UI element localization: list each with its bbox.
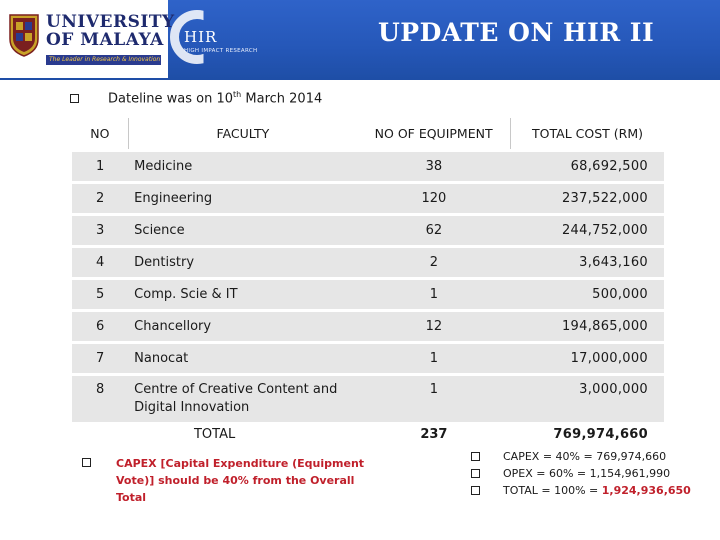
total-label: TOTAL [72, 422, 357, 447]
hir-logo-subtitle: HIGH IMPACT RESEARCH [184, 48, 258, 54]
row-no: 1 [72, 151, 128, 183]
row-faculty: Chancellory [128, 311, 357, 343]
university-tagline: The Leader in Research & Innovation [46, 55, 161, 65]
row-faculty: Science [128, 215, 357, 247]
page-title: UPDATE ON HIR II [378, 18, 655, 47]
row-cost: 244,752,000 [511, 215, 664, 247]
total-equipment: 237 [357, 422, 510, 447]
row-equipment: 1 [357, 375, 510, 423]
row-cost: 237,522,000 [511, 183, 664, 215]
row-faculty: Dentistry [128, 247, 357, 279]
hir-logo [170, 10, 300, 70]
total-cost: 769,974,660 [511, 422, 664, 447]
row-cost: 194,865,000 [511, 311, 664, 343]
table-row [72, 375, 664, 423]
table-row [72, 151, 664, 183]
header-cost: TOTAL COST (RM) [511, 118, 664, 151]
row-faculty: Comp. Scie & IT [128, 279, 357, 311]
row-equipment: 12 [357, 311, 510, 343]
university-name-line2: OF MALAYA [46, 30, 164, 50]
row-cost: 17,000,000 [511, 343, 664, 375]
row-faculty: Engineering [128, 183, 357, 215]
checkbox-bullet-icon [70, 94, 79, 103]
university-of-malaya-logo [0, 0, 175, 78]
row-no: 7 [72, 343, 128, 375]
hir-logo-text: HIR [184, 28, 218, 46]
row-no: 5 [72, 279, 128, 311]
row-cost: 3,000,000 [511, 375, 664, 423]
header-faculty: FACULTY [128, 118, 357, 151]
dateline-sup: th [233, 90, 242, 99]
row-faculty: Nanocat [128, 343, 357, 375]
row-faculty: Centre of Creative Content and Digital Innovation [128, 375, 357, 423]
checkbox-bullet-icon [471, 486, 480, 495]
total-line-prefix: TOTAL = 100% = [503, 484, 602, 497]
row-no: 3 [72, 215, 128, 247]
table-row [72, 247, 664, 279]
checkbox-bullet-icon [471, 452, 480, 461]
budget-summary [503, 448, 691, 499]
row-equipment: 38 [357, 151, 510, 183]
row-equipment: 120 [357, 183, 510, 215]
capex-note: CAPEX [Capital Expenditure (Equipment Vote)] should be 40% from the Overall Total [116, 457, 365, 504]
row-equipment: 2 [357, 247, 510, 279]
row-no: 6 [72, 311, 128, 343]
header-no: NO [90, 126, 110, 141]
dateline-prefix: Dateline was on 10 [108, 91, 234, 107]
university-name-line1: UNIVERSITY [46, 12, 175, 32]
table-row [72, 343, 664, 375]
crest-icon [8, 13, 40, 57]
row-equipment: 1 [357, 279, 510, 311]
row-no: 4 [72, 247, 128, 279]
total-line-value: 1,924,936,650 [601, 484, 691, 497]
total-line [503, 482, 691, 499]
row-equipment: 62 [357, 215, 510, 247]
capex-line: CAPEX = 40% = 769,974,660 [503, 450, 667, 463]
faculty-equipment-table [72, 118, 664, 447]
total-row [72, 422, 664, 447]
table-row [72, 183, 664, 215]
dateline-text [108, 90, 322, 106]
header-equipment: NO OF EQUIPMENT [374, 126, 493, 141]
table-header-row [72, 118, 664, 151]
checkbox-bullet-icon [82, 458, 91, 467]
row-equipment: 1 [357, 343, 510, 375]
row-cost: 500,000 [511, 279, 664, 311]
row-no: 2 [72, 183, 128, 215]
table-row [72, 311, 664, 343]
checkbox-bullet-icon [471, 469, 480, 478]
dateline-suffix: March 2014 [241, 91, 323, 107]
table-row [72, 215, 664, 247]
table-row [72, 279, 664, 311]
opex-line: OPEX = 60% = 1,154,961,990 [503, 467, 671, 480]
title-banner [0, 0, 720, 80]
row-cost: 3,643,160 [511, 247, 664, 279]
row-faculty: Medicine [128, 151, 357, 183]
row-cost: 68,692,500 [511, 151, 664, 183]
row-no: 8 [72, 375, 128, 423]
